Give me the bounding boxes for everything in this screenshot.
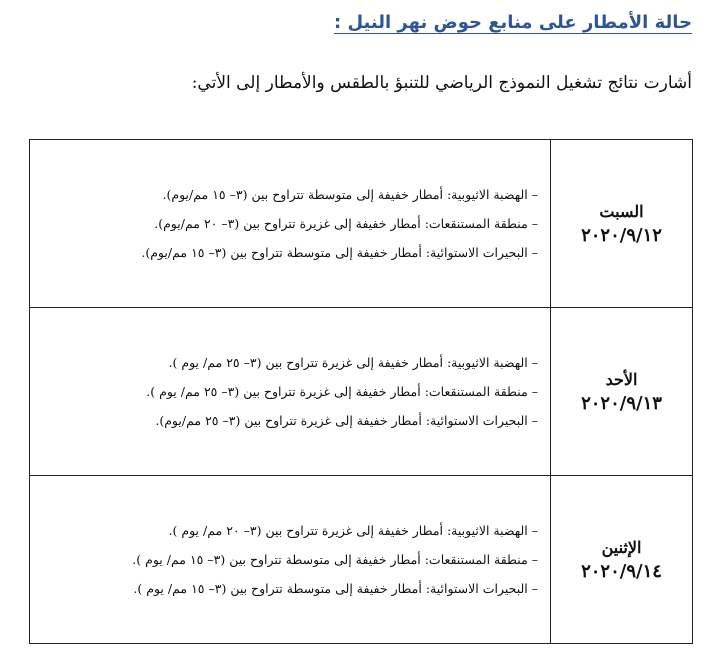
- forecast-line: – الهضبة الاثيوبية: أمطار خفيفة إلى غزيرة تتراوح بين (٣– ٢٥ مم/ يوم ).: [168, 355, 538, 370]
- table-row: [30, 140, 693, 308]
- forecast-line: – منطقة المستنقعات: أمطار خفيفة إلى غزيرة تتراوح بين (٣– ٢٠ مم/يوم).: [154, 216, 538, 231]
- forecast-line: – البحيرات الاستوائية: أمطار خفيفة إلى متوسطة تتراوح بين (٣– ١٥ مم/ يوم ).: [133, 581, 538, 596]
- day-name: الإثنين: [601, 537, 642, 557]
- day-name: الأحد: [605, 369, 638, 389]
- forecast-details: [30, 308, 551, 476]
- intro-paragraph: أشارت نتائج تشغيل النموذج الرياضي للتنبؤ بالطقس والأمطار إلى الأتي:: [191, 73, 692, 93]
- forecast-line: – البحيرات الاستوائية: أمطار خفيفة إلى متوسطة تتراوح بين (٣– ١٥ مم/يوم).: [141, 245, 538, 260]
- day-name: السبت: [599, 201, 644, 221]
- forecast-line: – البحيرات الاستوائية: أمطار خفيفة إلى غزيرة تتراوح بين (٣– ٢٥ مم/يوم).: [155, 413, 538, 428]
- forecast-details: [30, 476, 551, 644]
- table-row: [30, 308, 693, 476]
- forecast-table: [29, 139, 693, 644]
- forecast-line: – منطقة المستنقعات: أمطار خفيفة إلى متوسطة تتراوح بين (٣– ١٥ مم/ يوم ).: [132, 552, 538, 567]
- day-date: ٢٠٢٠/٩/١٤: [581, 560, 662, 582]
- forecast-line: – الهضبة الاثيوبية: أمطار خفيفة إلى متوسطة تتراوح بين (٣– ١٥ مم/يوم).: [162, 187, 538, 202]
- day-cell: [551, 476, 693, 644]
- document-title: حالة الأمطار على منابع حوض نهر النيل :: [333, 12, 692, 33]
- forecast-line: – منطقة المستنقعات: أمطار خفيفة إلى غزيرة تتراوح بين (٣– ٢٥ مم/ يوم ).: [146, 384, 538, 399]
- forecast-line: – الهضبة الاثيوبية: أمطار خفيفة إلى غزيرة تتراوح بين (٣– ٢٠ مم/ يوم ).: [168, 523, 538, 538]
- forecast-details: [30, 140, 551, 308]
- day-cell: [551, 308, 693, 476]
- table-row: [30, 476, 693, 644]
- day-date: ٢٠٢٠/٩/١٣: [581, 392, 662, 414]
- day-cell: [551, 140, 693, 308]
- day-date: ٢٠٢٠/٩/١٢: [581, 224, 662, 246]
